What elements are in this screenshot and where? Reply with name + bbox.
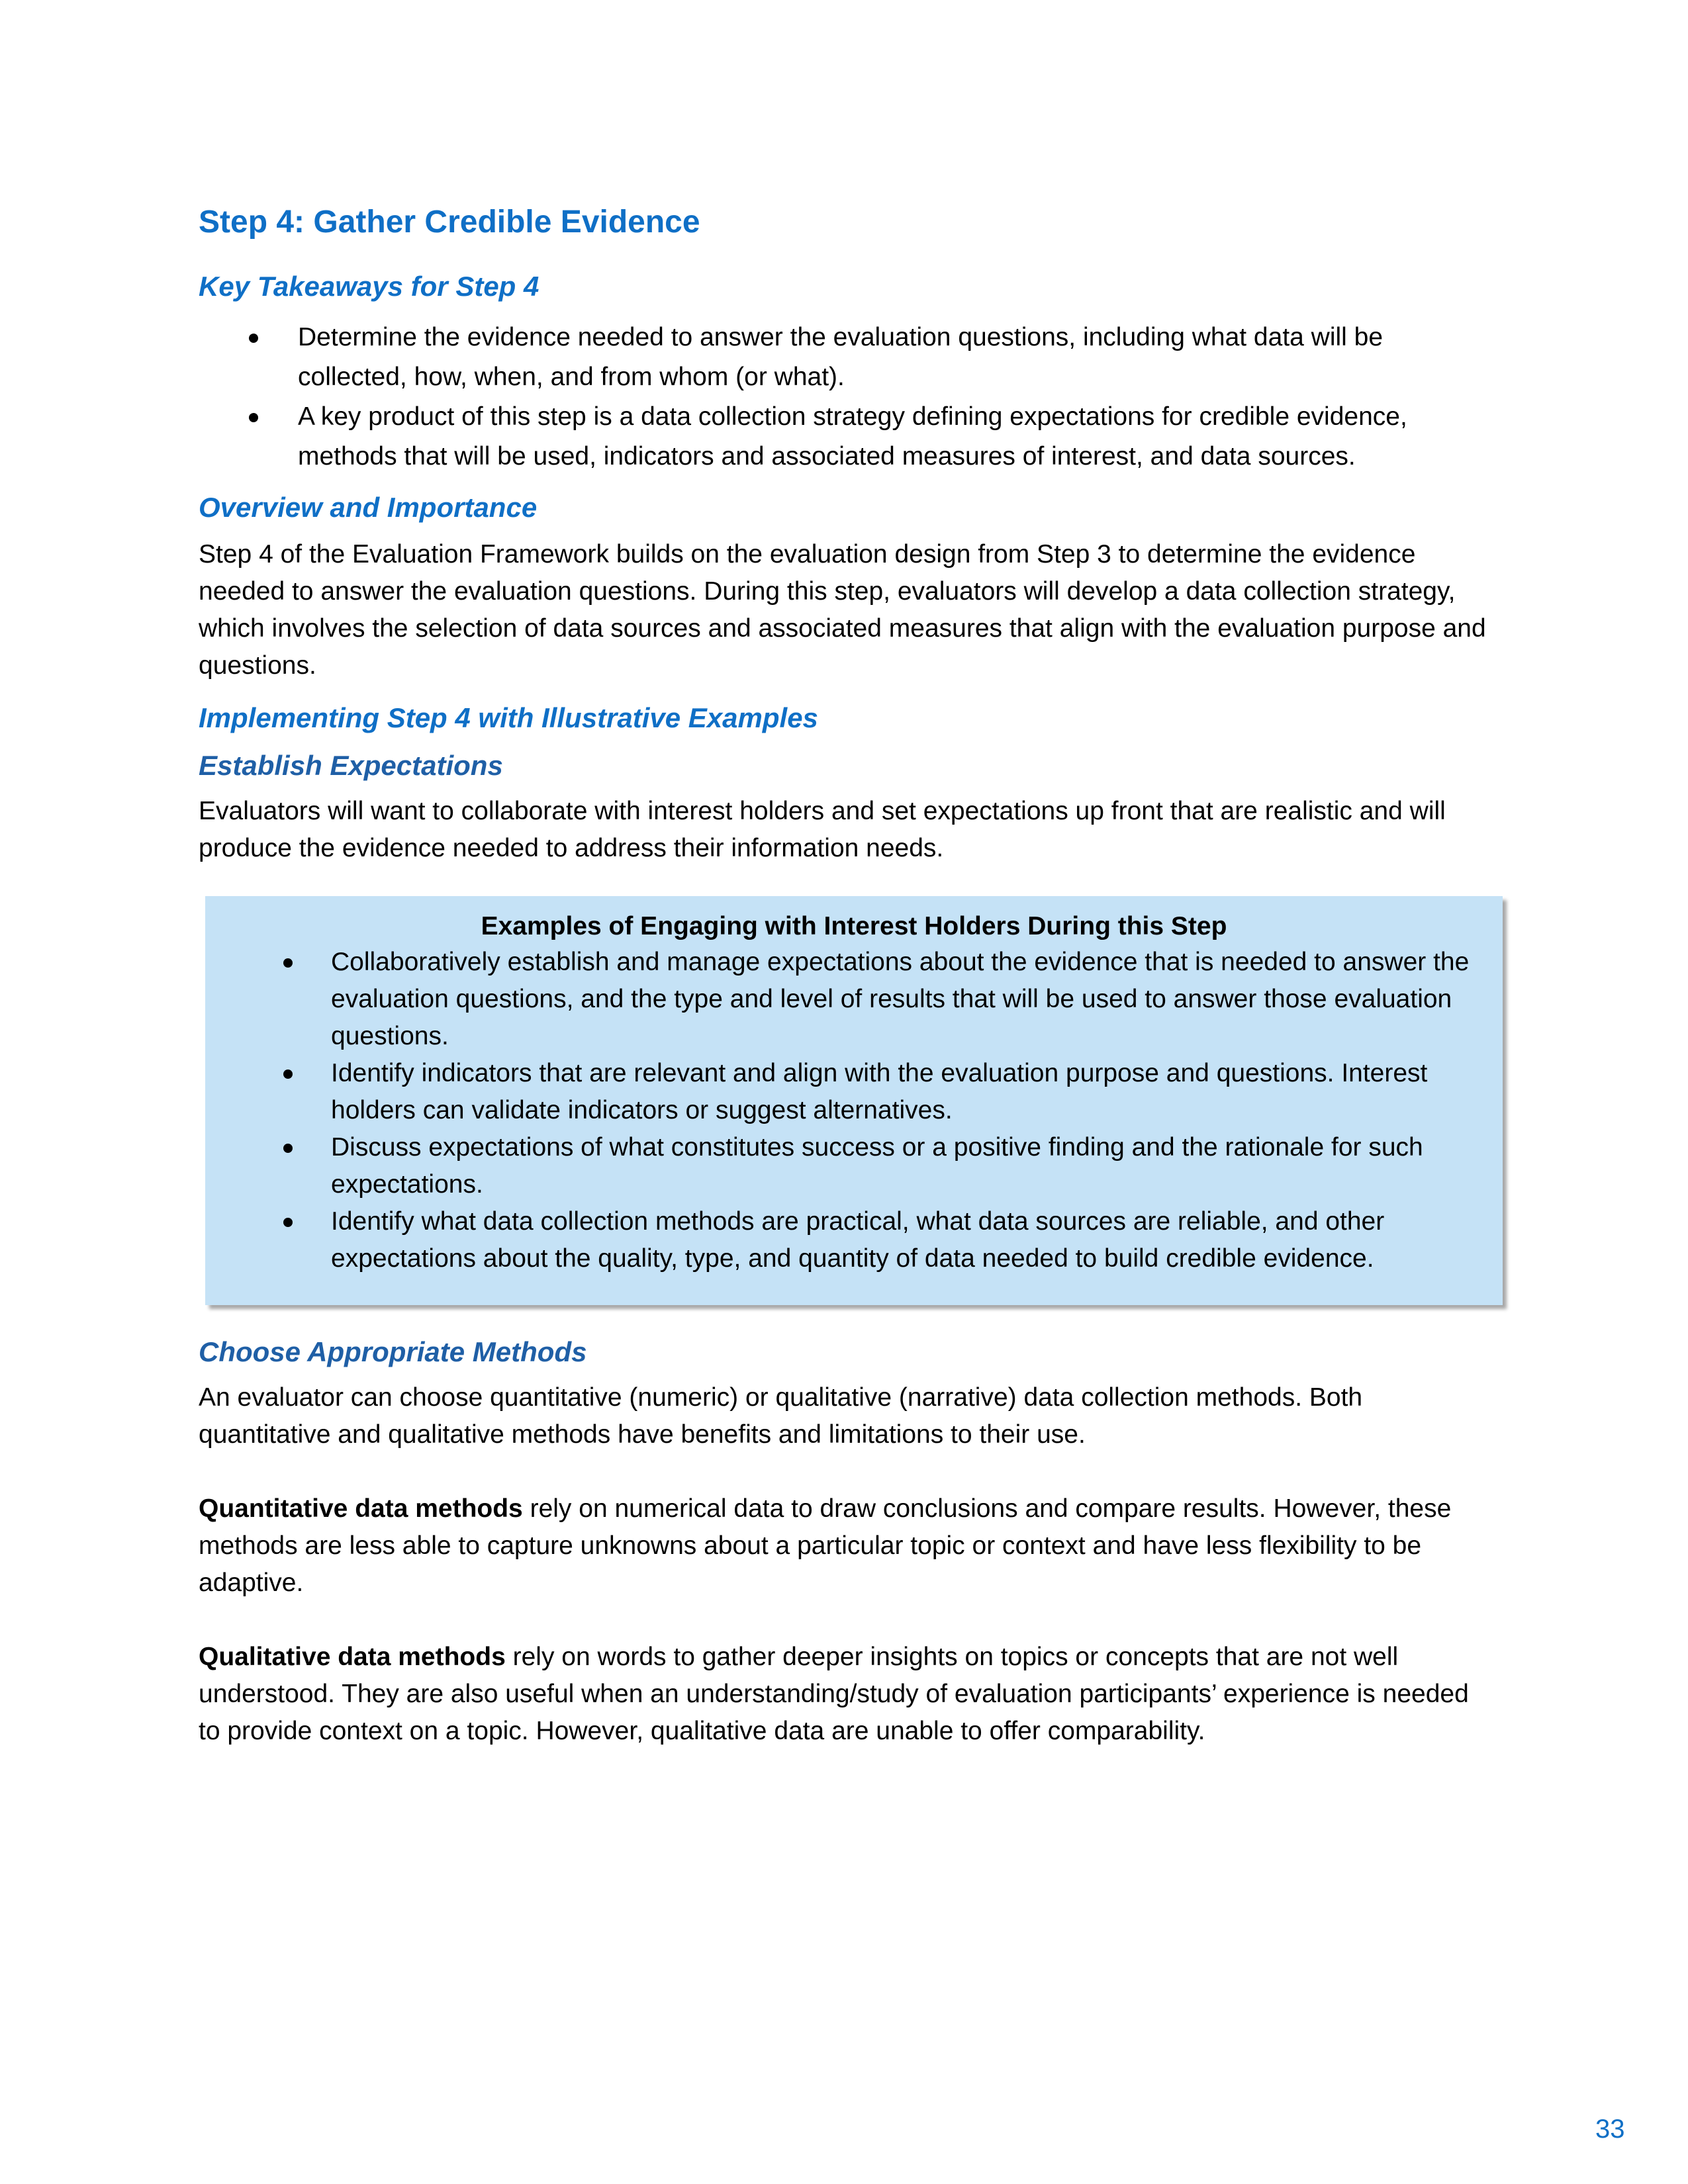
- bullet-icon: [283, 1144, 293, 1153]
- implementing-heading: Implementing Step 4 with Illustrative Examples: [199, 702, 818, 733]
- list-item-text: Identify what data collection methods are practical, what data sources are reliable, and other expectations about the quality, type, and quantity of data needed to build credible evidence.: [331, 1207, 1385, 1273]
- overview-heading: Overview and Importance: [199, 492, 538, 523]
- qualitative-label: Qualitative data methods: [199, 1643, 506, 1671]
- key-takeaways-list: [199, 318, 1483, 477]
- bullet-icon: [283, 1218, 293, 1227]
- overview-paragraph: Step 4 of the Evaluation Framework builds on the evaluation design from Step 3 to determine the evidence needed to answer the evaluation questions. During this step, evaluators will develop a data collection strategy, which involves the selection of data sources and associated measures that align with the evaluation purpose and questions.: [199, 540, 1486, 680]
- list-item: [199, 397, 1483, 477]
- methods-intro-paragraph: An evaluator can choose quantitative (numeric) or qualitative (narrative) data collection methods. Both quantitative and qualitative methods have benefits and limitations to their use.: [199, 1383, 1363, 1449]
- list-item: [232, 1203, 1476, 1277]
- key-takeaways-heading: Key Takeaways for Step 4: [199, 271, 539, 302]
- bullet-icon: [249, 334, 258, 343]
- callout-list: [232, 944, 1476, 1277]
- quantitative-paragraph: [199, 1490, 1496, 1602]
- document-page: [199, 192, 1496, 1750]
- engagement-examples-callout: [205, 896, 1503, 1305]
- list-item-text: A key product of this step is a data collection strategy defining expectations for credible evidence, methods that will be used, indicators and associated measures of interest, and data sources.: [298, 402, 1407, 471]
- bullet-icon: [283, 1069, 293, 1079]
- qualitative-text: rely on words to gather deeper insights on topics or concepts that are not well understood. They are also useful when an understanding/study of evaluation participants’ experience is needed to provide context on a topic. However, qualitative data are unable to offer comparability.: [199, 1643, 1469, 1745]
- list-item: [232, 1129, 1476, 1203]
- list-item-text: Determine the evidence needed to answer the evaluation questions, including what data will be collected, how, when, and from whom (or what).: [298, 323, 1383, 391]
- list-item-text: Collaboratively establish and manage expectations about the evidence that is needed to answer the evaluation questions, and the type and level of results that will be used to answer those evaluation questions.: [331, 948, 1470, 1050]
- quantitative-text: rely on numerical data to draw conclusions and compare results. However, these methods are less able to capture unknowns about a particular topic or context and have less flexibility to be adaptive.: [199, 1494, 1452, 1597]
- qualitative-paragraph: [199, 1639, 1496, 1750]
- quantitative-label: Quantitative data methods: [199, 1494, 523, 1523]
- list-item: [232, 944, 1476, 1055]
- page-number: 33: [1595, 2115, 1625, 2144]
- list-item: [232, 1055, 1476, 1129]
- list-item-text: Discuss expectations of what constitutes success or a positive finding and the rationale for such expectations.: [331, 1133, 1423, 1199]
- choose-methods-heading: Choose Appropriate Methods: [199, 1336, 587, 1367]
- page-title: Step 4: Gather Credible Evidence: [199, 205, 700, 240]
- establish-expectations-paragraph: Evaluators will want to collaborate with interest holders and set expectations up front that are realistic and will produce the evidence needed to address their information needs.: [199, 797, 1446, 862]
- bullet-icon: [283, 958, 293, 968]
- list-item-text: Identify indicators that are relevant and align with the evaluation purpose and questions. Interest holders can validate indicators or suggest alternatives.: [331, 1059, 1428, 1124]
- callout-title: Examples of Engaging with Interest Holders During this Step: [481, 912, 1227, 940]
- bullet-icon: [249, 413, 258, 422]
- list-item: [199, 318, 1483, 397]
- establish-expectations-heading: Establish Expectations: [199, 750, 503, 781]
